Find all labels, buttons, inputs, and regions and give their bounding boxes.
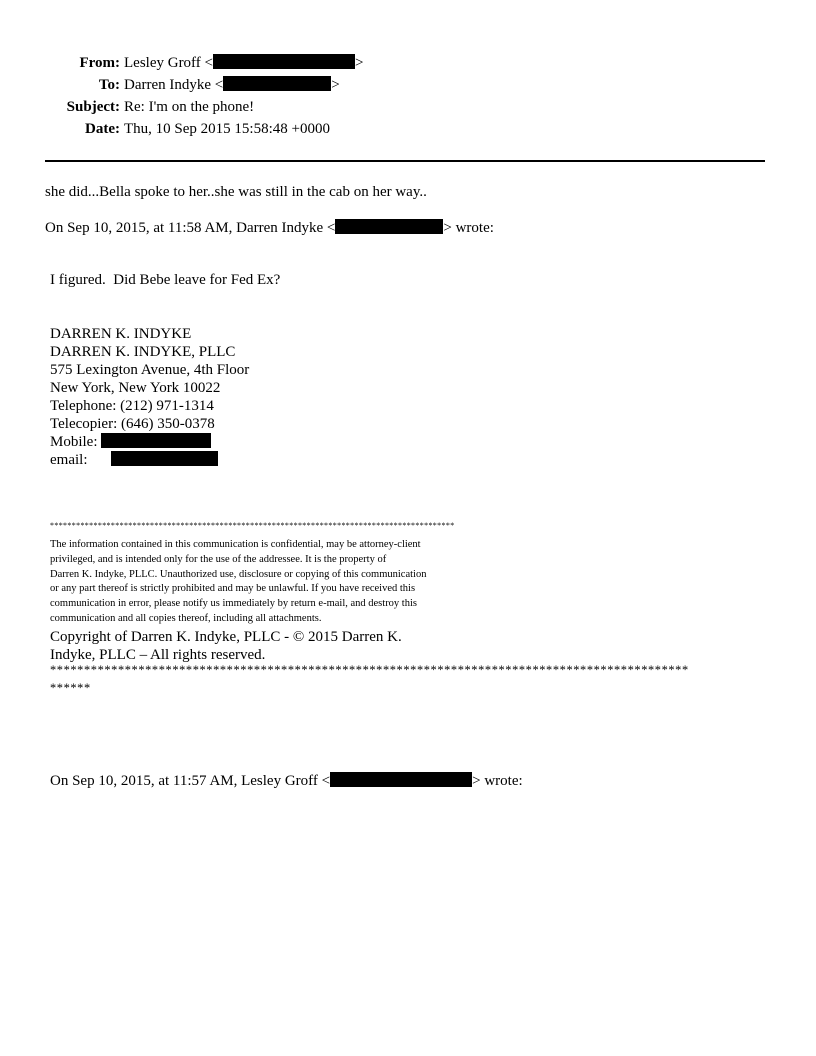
disclaimer-line: privileged, and is intended only for the use of the addressee. It is the property of bbox=[50, 554, 387, 565]
date-value: Thu, 10 Sep 2015 15:58:48 +0000 bbox=[124, 121, 330, 137]
message-body: she did...Bella spoke to her..she was still in the cab on her way.. bbox=[45, 184, 427, 200]
to-value bbox=[124, 76, 340, 94]
signature-mobile bbox=[50, 433, 211, 451]
disclaimer-line: communication in error, please notify us immediately by return e-mail, and destroy this bbox=[50, 598, 417, 609]
to-label: To: bbox=[98, 77, 120, 93]
quote2-suffix: > wrote: bbox=[472, 773, 523, 789]
redaction-box bbox=[223, 76, 331, 91]
disclaimer-stars-bottom-2: ****** bbox=[50, 681, 91, 695]
disclaimer-stars-top: ********************************************************************************************* bbox=[50, 521, 455, 530]
quote2-prefix: On Sep 10, 2015, at 11:57 AM, Lesley Groff < bbox=[50, 773, 331, 789]
quote1-suffix: > wrote: bbox=[443, 220, 494, 236]
from-value bbox=[124, 54, 363, 72]
signature-firm: DARREN K. INDYKE, PLLC bbox=[50, 344, 236, 360]
copyright-line-2: Indyke, PLLC – All rights reserved. bbox=[50, 647, 266, 663]
signature-email bbox=[50, 451, 218, 469]
reply-text: I figured. Did Bebe leave for Fed Ex? bbox=[50, 272, 281, 288]
signature-name: DARREN K. INDYKE bbox=[50, 326, 192, 342]
redaction-box bbox=[111, 451, 218, 466]
copyright-line-1: Copyright of Darren K. Indyke, PLLC - © 2015 Darren K. bbox=[50, 629, 402, 645]
redaction-box bbox=[101, 433, 211, 448]
subject-label: Subject: bbox=[66, 99, 120, 115]
disclaimer-line: The information contained in this communication is confidential, may be attorney-client bbox=[50, 539, 421, 550]
redaction-box bbox=[335, 219, 443, 234]
email-label: email: bbox=[50, 452, 88, 468]
redaction-box bbox=[330, 772, 472, 787]
to-name: Darren Indyke < bbox=[124, 77, 224, 93]
redaction-box bbox=[213, 54, 355, 69]
quote-header-1 bbox=[45, 219, 494, 237]
signature-telecopier: Telecopier: (646) 350-0378 bbox=[50, 416, 215, 432]
mobile-label: Mobile: bbox=[50, 434, 98, 450]
header-divider bbox=[45, 160, 765, 162]
to-end: > bbox=[331, 77, 340, 93]
disclaimer-line: communication and all copies thereof, including all attachments. bbox=[50, 613, 322, 624]
disclaimer-line: or any part thereof is strictly prohibited and may be unlawful. If you have received this bbox=[50, 583, 416, 594]
date-label: Date: bbox=[85, 121, 120, 137]
from-end: > bbox=[355, 55, 364, 71]
quote1-prefix: On Sep 10, 2015, at 11:58 AM, Darren Indyke < bbox=[45, 220, 336, 236]
signature-address-2: New York, New York 10022 bbox=[50, 380, 221, 396]
from-name: Lesley Groff < bbox=[124, 55, 213, 71]
disclaimer-line: Darren K. Indyke, PLLC. Unauthorized use, disclosure or copying of this communication bbox=[50, 569, 427, 580]
signature-address-1: 575 Lexington Avenue, 4th Floor bbox=[50, 362, 250, 378]
quote-header-2 bbox=[50, 772, 523, 790]
from-label: From: bbox=[79, 55, 120, 71]
signature-telephone: Telephone: (212) 971-1314 bbox=[50, 398, 214, 414]
disclaimer-stars-bottom: ********************************************************************************************** bbox=[50, 663, 689, 677]
subject-value: Re: I'm on the phone! bbox=[124, 99, 255, 115]
